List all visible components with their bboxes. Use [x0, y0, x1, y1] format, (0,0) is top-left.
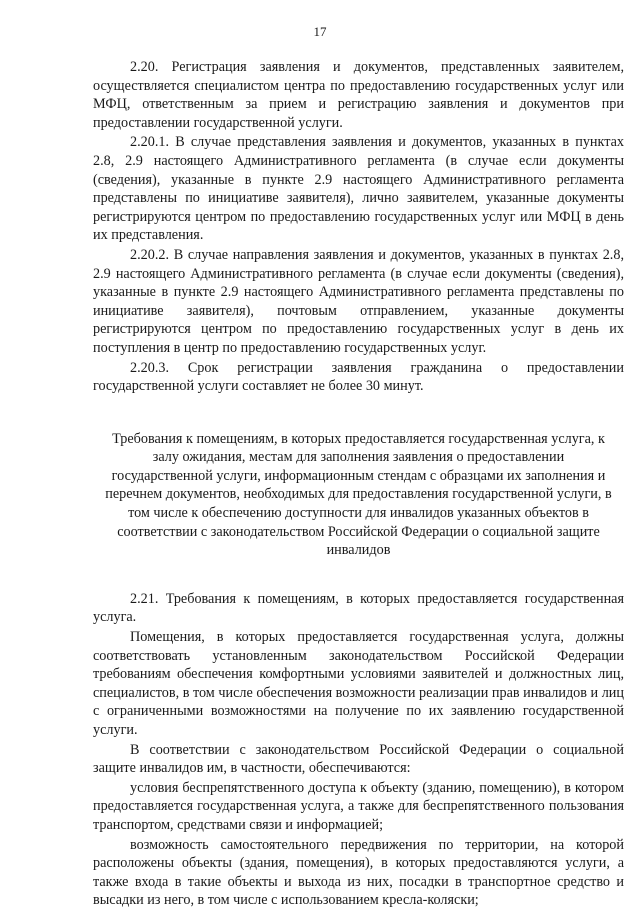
paragraph-2-20-3: 2.20.3. Срок регистрации заявления гражданина о предоставлении государственной услуги составляет не более 30 минут. — [93, 359, 624, 395]
paragraph-2-20-1: 2.20.1. В случае представления заявления и документов, указанных в пунктах 2.8, 2.9 настоящего Административного регламента (в случае если документы (сведения), указанные в пункте 2.9 настоящего Административного регламента представлены по инициативе заявителя), лично заявителем, указанные документы регистрируются центром по предоставлению государственных услуг или МФЦ в день их представления. — [93, 134, 624, 244]
document-body — [93, 58, 624, 910]
paragraph-2-20-2: 2.20.2. В случае направления заявления и документов, указанных в пунктах 2.8, 2.9 настоящего Административного регламента (в случае если документы (сведения), указанные в пункте 2.9 настоящего Административного регламента представлены по инициативе заявителя), почтовым отправлением, указанные документы регистрируются центром по предоставлению государственных услуг в день их поступления в центр по предоставлению государственных услуг. — [93, 246, 624, 356]
paragraph-disability-law: В соответствии с законодательством Российской Федерации о социальной защите инвалидов им, в частности, обеспечиваются: — [93, 741, 624, 777]
paragraph-unobstructed-access: условия беспрепятственного доступа к объекту (зданию, помещению), в котором предоставляется государственная услуга, а также для беспрепятственного пользования транспортом, средствами связи и информацией; — [93, 779, 624, 833]
paragraph-premises-requirements: Помещения, в которых предоставляется государственная услуга, должны соответствовать установленным законодательством Российской Федерации требованиям обеспечения комфортными условиями заявителей и должностных лиц, специалистов, в том числе обеспечения возможности реализации прав инвалидов и лиц с ограниченными возможностями на получение по их заявлению государственной услуги. — [93, 629, 624, 738]
paragraph-2-20: 2.20. Регистрация заявления и документов, представленных заявителем, осуществляется специалистом центра по предоставлению государственных услуг или МФЦ, ответственным за прием и регистрацию заявления и документов при предоставлении государственной услуги. — [93, 59, 624, 131]
page-number: 17 — [313, 24, 327, 39]
paragraph-independent-movement: возможность самостоятельного передвижения по территории, на которой расположены объекты (здания, помещения), в которых предоставляются услуги, а также входа в такие объекты и выхода из них, посадки в транспортное средство и высадки из него, в том числе с использованием кресла-коляски; — [93, 836, 624, 909]
paragraph-2-21: 2.21. Требования к помещениям, в которых предоставляется государственная услуга. — [93, 590, 624, 626]
section-heading: Требования к помещениям, в которых предоставляется государственная услуга, к залу ожидания, местам для заполнения заявления о предоставлении государственной услуги, информационным стендам с образцами их заполнения и перечнем документов, необходимых для предоставления государственной услуги, в том числе к обеспечению доступности для инвалидов указанных объектов в соответствии с законодательством Российской Федерации о социальной защите инвалидов — [105, 430, 612, 559]
